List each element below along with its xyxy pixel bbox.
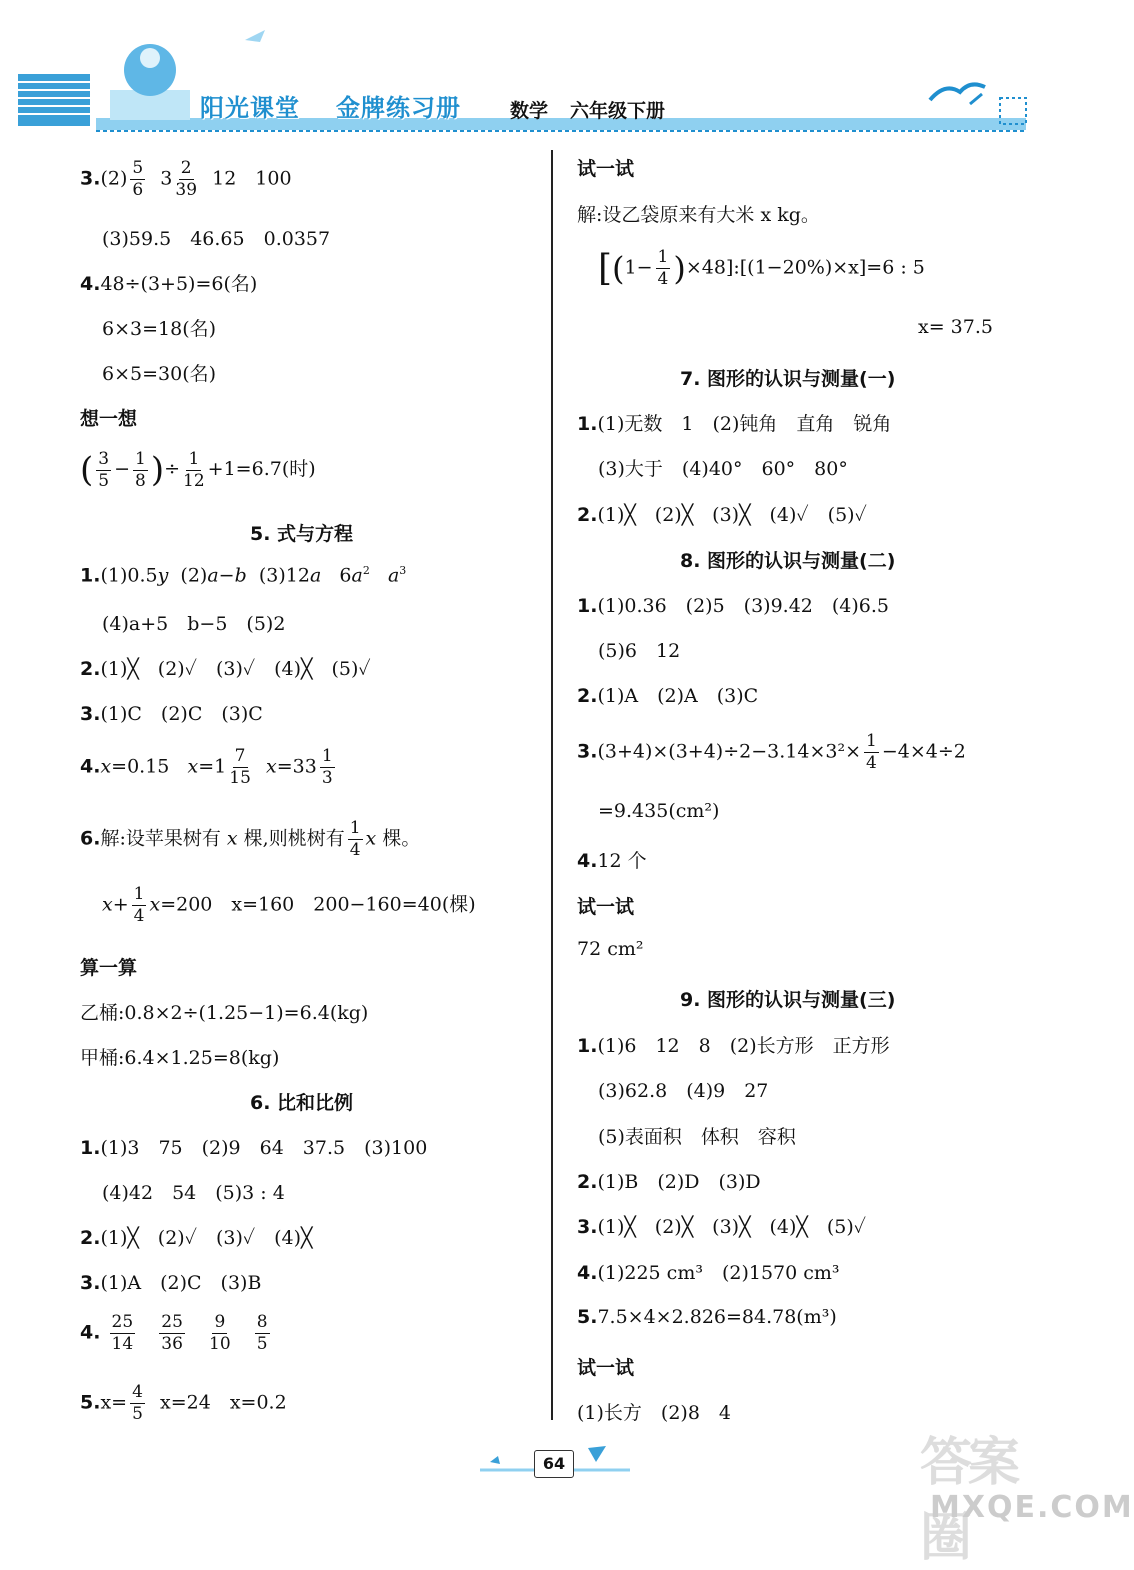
brand-left: 阳光课堂	[200, 94, 300, 122]
s8-q3-line1: 3.(3+4)×(3+4)÷2−3.14×3²× $\frac{1}{4}$ −4×4÷2	[577, 731, 966, 773]
s5-q3: 3.(1)C (2)C (3)C	[80, 703, 263, 725]
s7-q2: 2.(1)╳ (2)╳ (3)╳ (4)✓ (5)✓	[577, 504, 867, 526]
watermark-en: MXQE.COM	[930, 1490, 1134, 1525]
section-6-title: 6. 比和比例	[250, 1092, 354, 1114]
column-divider	[551, 150, 553, 1420]
l-q3-line2: (3)59.5 46.65 0.0357	[102, 228, 331, 250]
s5-q1-line1: 1.(1)0.5y (2)a−b (3)12a $6a^2$ $a^3$	[80, 564, 407, 587]
think-title: 想一想	[80, 408, 138, 430]
fraction: $\frac{5}{6}$	[132, 158, 144, 200]
s9-q4: 4.(1)225 cm³ (2)1570 cm³	[577, 1262, 840, 1284]
s6-q1-line1: 1.(1)3 75 (2)9 64 37.5 (3)100	[80, 1137, 428, 1159]
try1-line3: x= 37.5	[918, 316, 993, 338]
try3-title: 试一试	[577, 1357, 635, 1379]
fraction: $\frac{2}{39}$	[175, 158, 198, 200]
s9-q1-line2: (3)62.8 (4)9 27	[598, 1080, 769, 1102]
s8-q1-line2: (5)6 12	[598, 640, 681, 662]
watermark-cn: 答案圈	[920, 1433, 1017, 1568]
try1-line2: [(1− $\frac{1}{4}$ )×48]:[(1−20%)×x]=6 : 5	[598, 247, 925, 289]
section-9-title: 9. 图形的认识与测量(三)	[680, 989, 896, 1011]
section-8-title: 8. 图形的认识与测量(二)	[680, 550, 896, 572]
calc-line2: 甲桶:6.4×1.25=8(kg)	[80, 1047, 280, 1069]
try2-line1: 72 cm²	[577, 938, 644, 960]
l-q4-line1: 4.48÷(3+5)=6(名)	[80, 273, 258, 295]
try1-line1: 解:设乙袋原来有大米 x kg。	[577, 204, 820, 226]
s9-q2: 2.(1)B (2)D (3)D	[577, 1171, 761, 1193]
s8-q4: 4.12 个	[577, 850, 647, 872]
try3-line1: (1)长方 (2)8 4	[577, 1402, 732, 1424]
s8-q1-line1: 1.(1)0.36 (2)5 (3)9.42 (4)6.5	[577, 595, 890, 617]
s5-q6-line1: 6.解:设苹果树有 x 棵,则桃树有 $\frac{1}{4}$ x 棵。	[80, 818, 421, 860]
s5-q2: 2.(1)╳ (2)✓ (3)✓ (4)╳ (5)✓	[80, 658, 371, 680]
subject: 数学	[510, 100, 549, 122]
s6-q5: 5.x= $\frac{4}{5}$ x=24 x=0.2	[80, 1382, 287, 1424]
s5-q6-line2: x+ $\frac{1}{4}$ x=200 x=160 200−160=40(棵)	[102, 884, 476, 926]
s9-q1-line3: (5)表面积 体积 容积	[598, 1126, 796, 1148]
calc-title: 算一算	[80, 957, 138, 979]
page-number: 64	[534, 1450, 574, 1478]
s6-q3: 3.(1)A (2)C (3)B	[80, 1272, 262, 1294]
s9-q1-line1: 1.(1)6 12 8 (2)长方形 正方形	[577, 1035, 890, 1057]
s6-q1-line2: (4)42 54 (5)3 : 4	[102, 1182, 285, 1204]
s6-q2: 2.(1)╳ (2)✓ (3)✓ (4)╳	[80, 1227, 313, 1249]
grade: 六年级下册	[570, 100, 666, 122]
l-q4-line3: 6×5=30(名)	[102, 363, 217, 385]
try1-title: 试一试	[577, 158, 635, 180]
section-5-title: 5. 式与方程	[250, 523, 354, 545]
think-line: ( $\frac{3}{5}$ − $\frac{1}{8}$ )÷ $\frac{1}{12}$ +1=6.7(时)	[80, 448, 316, 491]
try2-title: 试一试	[577, 896, 635, 918]
s9-q5: 5.7.5×4×2.826=84.78(m³)	[577, 1306, 837, 1328]
page-header	[0, 0, 1059, 140]
s7-q1-line2: (3)大于 (4)40° 60° 80°	[598, 458, 848, 480]
s6-q4: 4. $\frac{25}{14}$ $\frac{25}{36}$ $\frac{9}{10}$ $\frac{8}{5}$	[80, 1312, 268, 1354]
calc-line1: 乙桶:0.8×2÷(1.25−1)=6.4(kg)	[80, 1002, 369, 1024]
brand-right: 金牌练习册	[336, 94, 461, 122]
section-7-title: 7. 图形的认识与测量(一)	[680, 368, 896, 390]
s5-q4: 4.x=0.15 x=1 $\frac{7}{15}$ x=33 $\frac{1}{3}$	[80, 746, 333, 788]
s5-q1-line2: (4)a+5 b−5 (5)2	[102, 613, 286, 635]
s8-q3-line2: =9.435(cm²)	[598, 800, 720, 822]
s9-q3: 3.(1)╳ (2)╳ (3)╳ (4)╳ (5)✓	[577, 1216, 867, 1238]
s8-q2: 2.(1)A (2)A (3)C	[577, 685, 759, 707]
l-q4-line2: 6×3=18(名)	[102, 318, 217, 340]
l-q3-line1: 3.(2) $\frac{5}{6}$ 3 $\frac{2}{39}$ 12 100	[80, 158, 292, 200]
s7-q1-line1: 1.(1)无数 1 (2)钝角 直角 锐角	[577, 413, 892, 435]
